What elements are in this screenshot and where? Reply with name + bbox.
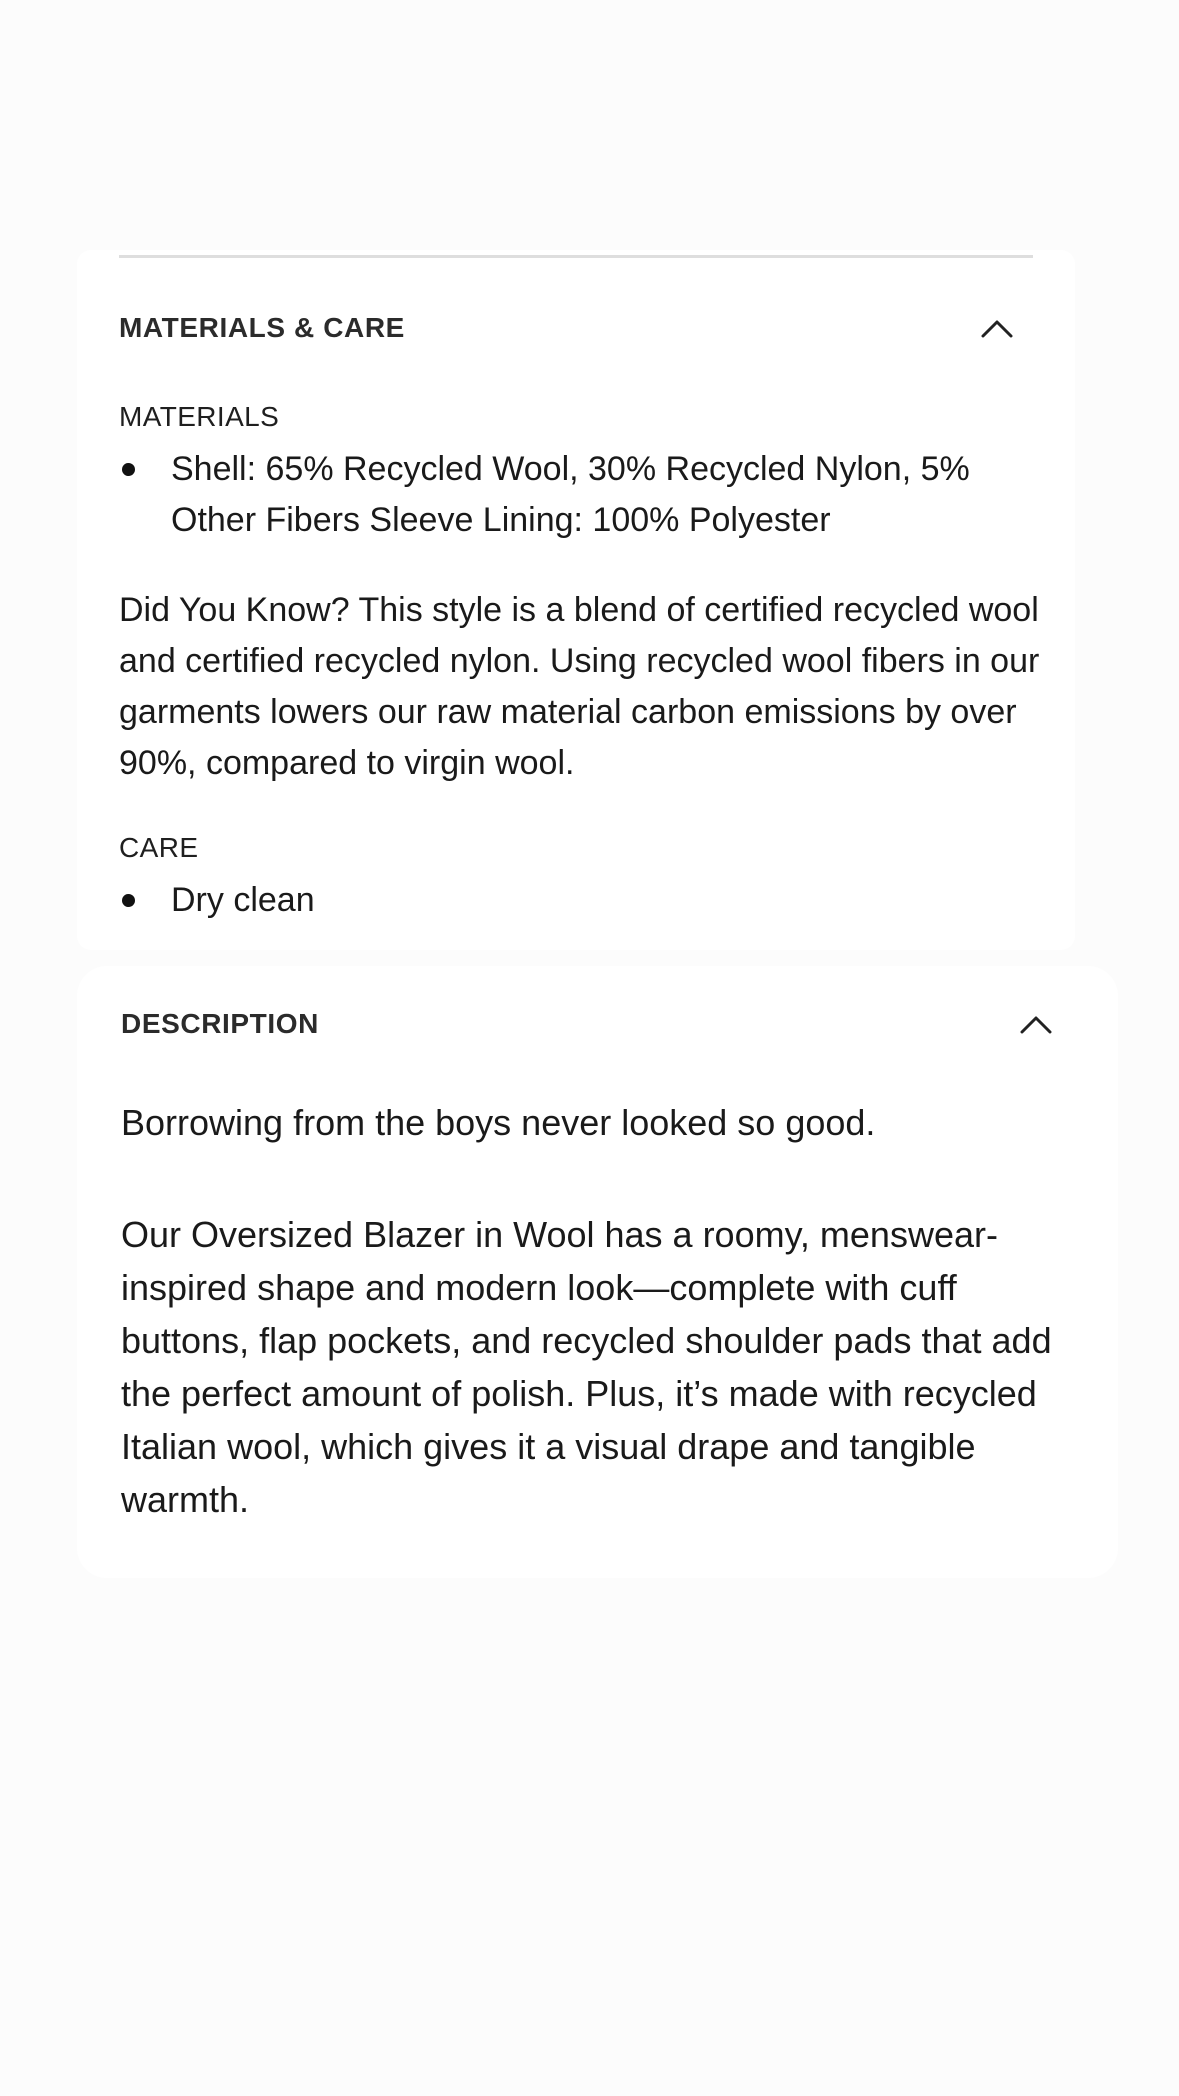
materials-list: [119, 444, 1019, 546]
bullet-icon: [122, 894, 135, 907]
materials-subheading: MATERIALS: [119, 401, 280, 432]
description-title: DESCRIPTION: [121, 1008, 319, 1039]
materials-care-title: MATERIALS & CARE: [119, 312, 405, 343]
materials-care-toggle[interactable]: [119, 304, 1014, 352]
description-body: Our Oversized Blazer in Wool has a roomy, menswear-inspired shape and modern look—complete with cuff buttons, flap pockets, and recycled shoulder pads that add the perfect amount of polish. Plus, it’s made with recycled Italian wool, which gives it a visual drape and tangible warmth.: [121, 1214, 1052, 1520]
materials-item-text: Shell: 65% Recycled Wool, 30% Recycled Nylon, 5% Other Fibers Sleeve Lining: 100% Polyester: [171, 450, 970, 539]
care-item-text: Dry clean: [171, 881, 315, 919]
chevron-up-icon[interactable]: [980, 317, 1014, 339]
section-divider: [119, 255, 1033, 258]
did-you-know-text: Did You Know? This style is a blend of certified recycled wool and certified recycled nylon. Using recycled wool fibers in our garments lowers our raw material carbon emissions by over 90%, compared to virgin wool.: [119, 591, 1040, 782]
list-item: [119, 444, 1019, 546]
care-list: [119, 875, 1019, 926]
bullet-icon: [122, 463, 135, 476]
care-subheading: CARE: [119, 832, 199, 863]
list-item: [119, 875, 1019, 926]
description-toggle[interactable]: [121, 1000, 1053, 1048]
description-lead: Borrowing from the boys never looked so good.: [121, 1102, 876, 1143]
chevron-up-icon[interactable]: [1019, 1013, 1053, 1035]
